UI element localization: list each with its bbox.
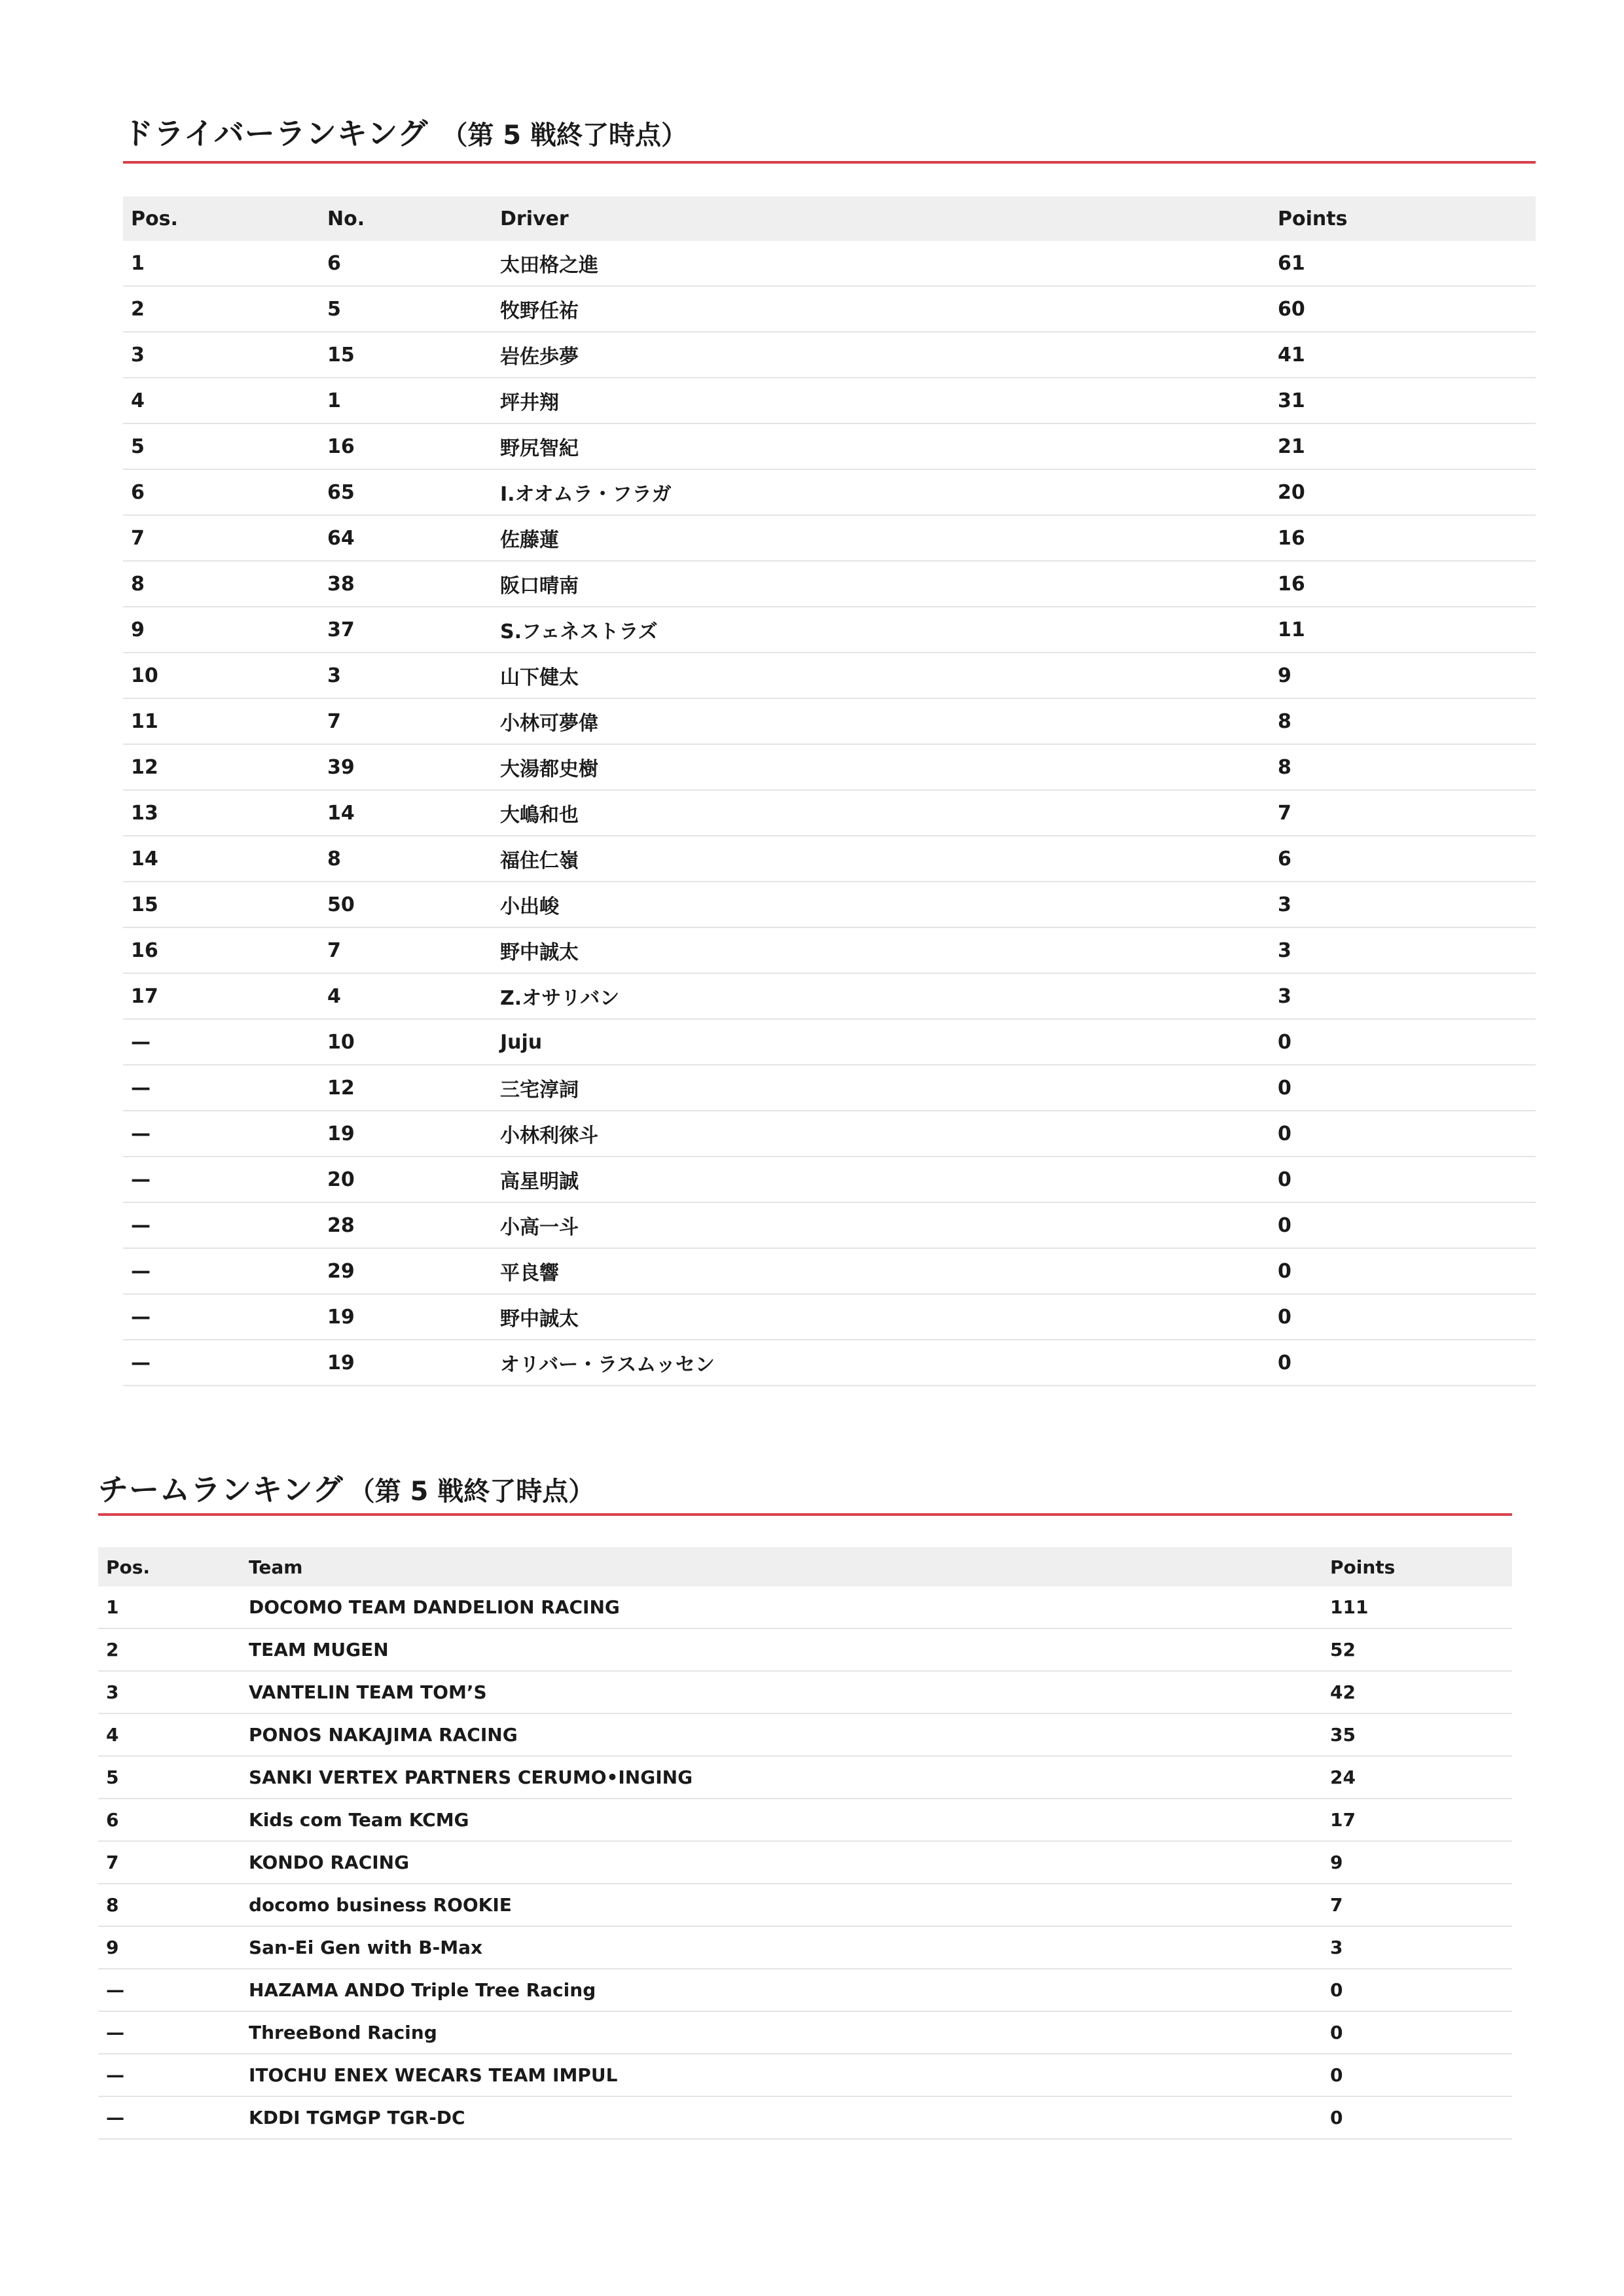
cell-points: 52: [1322, 1628, 1512, 1671]
header-team: Team: [241, 1547, 1322, 1587]
table-row: [123, 423, 1536, 469]
cell-points: 24: [1322, 1756, 1512, 1799]
cell-team: ITOCHU ENEX WECARS TEAM IMPUL: [241, 2054, 1322, 2096]
cell-points: 8: [1270, 698, 1536, 744]
cell-driver: 佐藤蓮: [492, 515, 1270, 561]
table-row: [123, 790, 1536, 836]
table-row: [123, 1294, 1536, 1340]
table-row: [123, 653, 1536, 698]
driver-ranking-title: ドライバーランキング: [123, 116, 429, 151]
cell-no: 65: [319, 469, 492, 515]
cell-pos: —: [98, 2096, 241, 2139]
cell-pos: 1: [98, 1587, 241, 1628]
table-row: [123, 241, 1536, 286]
table-row: [98, 1969, 1512, 2011]
cell-points: 0: [1270, 1157, 1536, 1202]
table-row: [123, 1340, 1536, 1386]
cell-pos: 11: [123, 698, 319, 744]
cell-team: SANKI VERTEX PARTNERS CERUMO•INGING: [241, 1756, 1322, 1799]
header-points: Points: [1270, 196, 1536, 241]
cell-points: 0: [1270, 1340, 1536, 1386]
header-pos: Pos.: [98, 1547, 241, 1587]
cell-pos: 6: [123, 469, 319, 515]
cell-points: 8: [1270, 744, 1536, 790]
cell-points: 16: [1270, 561, 1536, 607]
cell-driver: 平良響: [492, 1248, 1270, 1294]
cell-pos: 7: [98, 1841, 241, 1884]
table-row: [123, 973, 1536, 1019]
cell-driver: 坪井翔: [492, 378, 1270, 423]
table-row: [98, 2011, 1512, 2054]
cell-pos: 17: [123, 973, 319, 1019]
cell-pos: —: [123, 1157, 319, 1202]
cell-driver: 福住仁嶺: [492, 836, 1270, 882]
cell-pos: 4: [98, 1713, 241, 1756]
cell-team: docomo business ROOKIE: [241, 1884, 1322, 1926]
cell-pos: —: [98, 1969, 241, 2011]
table-row: [98, 2096, 1512, 2139]
table-row: [123, 1248, 1536, 1294]
cell-points: 0: [1322, 2096, 1512, 2139]
cell-points: 0: [1270, 1065, 1536, 1111]
cell-team: HAZAMA ANDO Triple Tree Racing: [241, 1969, 1322, 2011]
cell-points: 0: [1270, 1202, 1536, 1248]
cell-pos: 9: [98, 1926, 241, 1969]
cell-pos: 8: [123, 561, 319, 607]
cell-points: 42: [1322, 1671, 1512, 1713]
team-ranking-table: [98, 1547, 1512, 2140]
cell-team: DOCOMO TEAM DANDELION RACING: [241, 1587, 1322, 1628]
cell-pos: 9: [123, 607, 319, 653]
table-row: [123, 744, 1536, 790]
cell-pos: 3: [123, 332, 319, 378]
cell-no: 19: [319, 1294, 492, 1340]
table-row: [123, 1157, 1536, 1202]
table-row: [98, 1799, 1512, 1841]
table-row: [98, 1713, 1512, 1756]
cell-pos: 15: [123, 882, 319, 927]
cell-team: VANTELIN TEAM TOM’S: [241, 1671, 1322, 1713]
cell-pos: 1: [123, 241, 319, 286]
cell-no: 64: [319, 515, 492, 561]
cell-driver: 阪口晴南: [492, 561, 1270, 607]
cell-no: 14: [319, 790, 492, 836]
cell-pos: 2: [98, 1628, 241, 1671]
cell-no: 19: [319, 1111, 492, 1157]
cell-pos: 8: [98, 1884, 241, 1926]
team-ranking-heading: [98, 1466, 1512, 1513]
cell-points: 11: [1270, 607, 1536, 653]
cell-no: 7: [319, 927, 492, 973]
cell-pos: —: [123, 1019, 319, 1065]
cell-pos: —: [123, 1065, 319, 1111]
cell-points: 16: [1270, 515, 1536, 561]
team-table-header-row: [98, 1547, 1512, 1587]
cell-driver: 牧野任祐: [492, 286, 1270, 332]
cell-points: 61: [1270, 241, 1536, 286]
cell-pos: 5: [123, 423, 319, 469]
cell-pos: 3: [98, 1671, 241, 1713]
table-row: [123, 607, 1536, 653]
cell-driver: 野中誠太: [492, 927, 1270, 973]
table-row: [123, 882, 1536, 927]
cell-pos: —: [123, 1294, 319, 1340]
table-row: [98, 2054, 1512, 2096]
cell-driver: Z.オサリバン: [492, 973, 1270, 1019]
cell-no: 5: [319, 286, 492, 332]
table-row: [123, 286, 1536, 332]
driver-ranking-divider: [123, 161, 1536, 164]
cell-pos: 10: [123, 653, 319, 698]
cell-points: 35: [1322, 1713, 1512, 1756]
cell-no: 10: [319, 1019, 492, 1065]
team-ranking-title: チームランキング: [98, 1472, 344, 1507]
cell-points: 60: [1270, 286, 1536, 332]
cell-points: 17: [1322, 1799, 1512, 1841]
cell-no: 20: [319, 1157, 492, 1202]
cell-driver: 小出峻: [492, 882, 1270, 927]
team-ranking-subtitle: （第 5 戦終了時点）: [348, 1477, 595, 1507]
cell-pos: —: [123, 1248, 319, 1294]
header-pos: Pos.: [123, 196, 319, 241]
driver-ranking-heading: [123, 110, 1536, 161]
cell-pos: 12: [123, 744, 319, 790]
cell-team: ThreeBond Racing: [241, 2011, 1322, 2054]
cell-points: 6: [1270, 836, 1536, 882]
table-row: [123, 1202, 1536, 1248]
cell-driver: 野中誠太: [492, 1294, 1270, 1340]
cell-driver: 小林可夢偉: [492, 698, 1270, 744]
cell-pos: 6: [98, 1799, 241, 1841]
cell-pos: —: [123, 1202, 319, 1248]
driver-table-header-row: [123, 196, 1536, 241]
cell-pos: —: [123, 1111, 319, 1157]
cell-driver: 三宅淳詞: [492, 1065, 1270, 1111]
driver-table-body: [123, 241, 1536, 1386]
cell-team: KONDO RACING: [241, 1841, 1322, 1884]
cell-no: 12: [319, 1065, 492, 1111]
cell-points: 9: [1322, 1841, 1512, 1884]
cell-no: 38: [319, 561, 492, 607]
cell-team: PONOS NAKAJIMA RACING: [241, 1713, 1322, 1756]
cell-points: 3: [1270, 973, 1536, 1019]
cell-team: KDDI TGMGP TGR-DC: [241, 2096, 1322, 2139]
cell-pos: 2: [123, 286, 319, 332]
cell-no: 37: [319, 607, 492, 653]
cell-no: 39: [319, 744, 492, 790]
cell-points: 9: [1270, 653, 1536, 698]
table-row: [98, 1841, 1512, 1884]
table-row: [123, 1019, 1536, 1065]
table-row: [123, 515, 1536, 561]
cell-points: 31: [1270, 378, 1536, 423]
cell-no: 29: [319, 1248, 492, 1294]
cell-no: 16: [319, 423, 492, 469]
header-driver: Driver: [492, 196, 1270, 241]
cell-no: 1: [319, 378, 492, 423]
cell-driver: 太田格之進: [492, 241, 1270, 286]
table-row: [98, 1671, 1512, 1713]
cell-no: 7: [319, 698, 492, 744]
cell-driver: 野尻智紀: [492, 423, 1270, 469]
cell-driver: 山下健太: [492, 653, 1270, 698]
cell-no: 19: [319, 1340, 492, 1386]
table-row: [98, 1884, 1512, 1926]
table-row: [98, 1628, 1512, 1671]
cell-no: 15: [319, 332, 492, 378]
cell-pos: 4: [123, 378, 319, 423]
header-points: Points: [1322, 1547, 1512, 1587]
table-row: [98, 1756, 1512, 1799]
cell-no: 8: [319, 836, 492, 882]
cell-points: 0: [1322, 2011, 1512, 2054]
cell-driver: I.オオムラ・フラガ: [492, 469, 1270, 515]
cell-points: 20: [1270, 469, 1536, 515]
cell-driver: 岩佐歩夢: [492, 332, 1270, 378]
cell-driver: 高星明誠: [492, 1157, 1270, 1202]
table-row: [123, 698, 1536, 744]
cell-no: 3: [319, 653, 492, 698]
cell-points: 0: [1322, 2054, 1512, 2096]
cell-driver: 大嶋和也: [492, 790, 1270, 836]
table-row: [98, 1587, 1512, 1628]
cell-points: 41: [1270, 332, 1536, 378]
cell-driver: Juju: [492, 1019, 1270, 1065]
cell-no: 4: [319, 973, 492, 1019]
driver-ranking-section: [123, 110, 1536, 1386]
cell-points: 111: [1322, 1587, 1512, 1628]
cell-points: 0: [1270, 1248, 1536, 1294]
cell-points: 0: [1322, 1969, 1512, 2011]
cell-driver: 小高一斗: [492, 1202, 1270, 1248]
table-row: [123, 1065, 1536, 1111]
cell-pos: —: [98, 2011, 241, 2054]
cell-team: Kids com Team KCMG: [241, 1799, 1322, 1841]
cell-team: TEAM MUGEN: [241, 1628, 1322, 1671]
header-no: No.: [319, 196, 492, 241]
cell-pos: 14: [123, 836, 319, 882]
cell-driver: 大湯都史樹: [492, 744, 1270, 790]
cell-team: San-Ei Gen with B-Max: [241, 1926, 1322, 1969]
cell-points: 3: [1270, 882, 1536, 927]
cell-pos: 7: [123, 515, 319, 561]
table-row: [98, 1926, 1512, 1969]
cell-driver: 小林利徠斗: [492, 1111, 1270, 1157]
cell-no: 50: [319, 882, 492, 927]
team-table-body: [98, 1587, 1512, 2139]
table-row: [123, 927, 1536, 973]
team-ranking-section: [98, 1466, 1512, 2140]
cell-pos: 16: [123, 927, 319, 973]
cell-points: 21: [1270, 423, 1536, 469]
cell-driver: S.フェネストラズ: [492, 607, 1270, 653]
cell-points: 0: [1270, 1019, 1536, 1065]
cell-points: 7: [1270, 790, 1536, 836]
cell-pos: 5: [98, 1756, 241, 1799]
cell-points: 0: [1270, 1294, 1536, 1340]
table-row: [123, 1111, 1536, 1157]
cell-driver: オリバー・ラスムッセン: [492, 1340, 1270, 1386]
driver-ranking-table: [123, 196, 1536, 1386]
cell-no: 28: [319, 1202, 492, 1248]
driver-ranking-subtitle: （第 5 戦終了時点）: [441, 120, 688, 151]
cell-points: 3: [1322, 1926, 1512, 1969]
team-ranking-divider: [98, 1513, 1512, 1516]
cell-pos: —: [98, 2054, 241, 2096]
table-row: [123, 561, 1536, 607]
cell-points: 3: [1270, 927, 1536, 973]
cell-pos: —: [123, 1340, 319, 1386]
cell-no: 6: [319, 241, 492, 286]
cell-pos: 13: [123, 790, 319, 836]
cell-points: 7: [1322, 1884, 1512, 1926]
table-row: [123, 836, 1536, 882]
cell-points: 0: [1270, 1111, 1536, 1157]
table-row: [123, 378, 1536, 423]
table-row: [123, 332, 1536, 378]
table-row: [123, 469, 1536, 515]
